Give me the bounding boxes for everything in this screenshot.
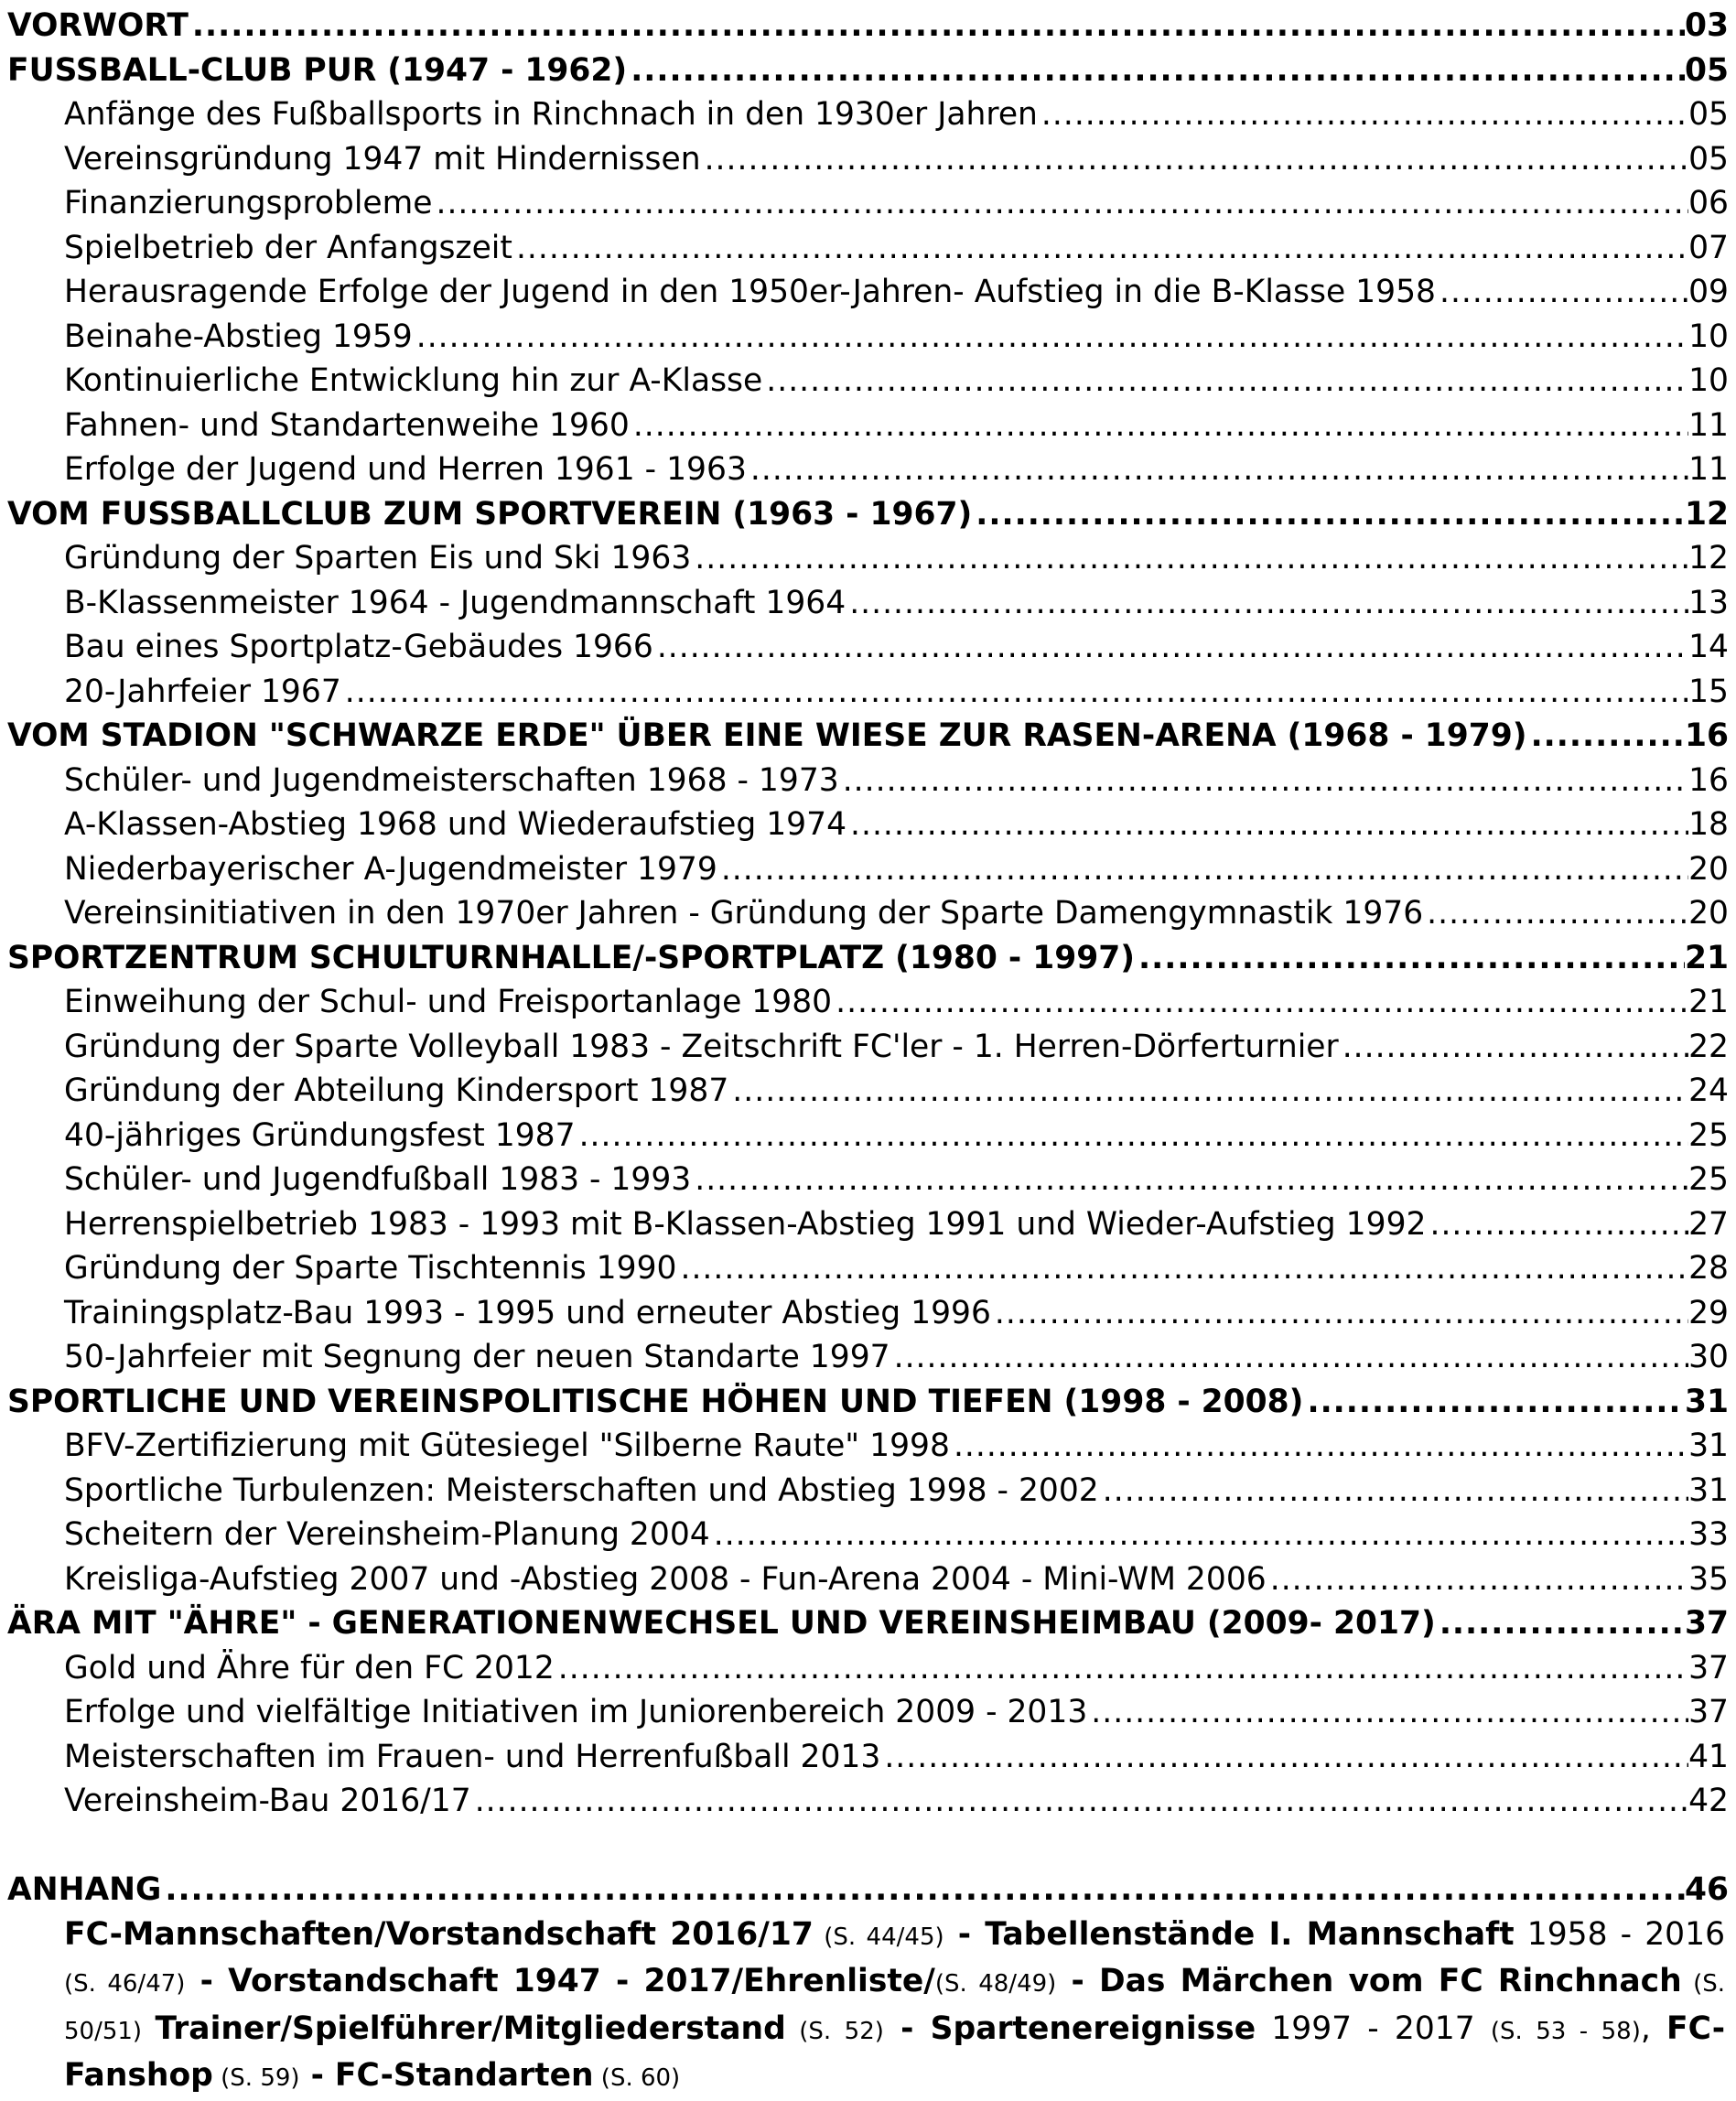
toc-entry-title: Meisterschaften im Frauen- und Herrenfußball 2013	[64, 1738, 881, 1775]
dot-leader	[691, 1158, 1688, 1202]
toc-entry-title: Erfolge und vielfältige Initiativen im Juniorenbereich 2009 - 2013	[64, 1694, 1088, 1730]
toc-entry-page: 15	[1688, 673, 1729, 710]
toc-entry-page: 12	[1688, 540, 1729, 576]
toc-heading[interactable]	[7, 936, 1729, 981]
toc-entry[interactable]	[7, 1646, 1729, 1691]
anhang-segment: FC-Standarten	[334, 2057, 594, 2094]
toc-entry[interactable]	[7, 359, 1729, 404]
toc-entry-page: 09	[1688, 274, 1729, 310]
toc-heading-anhang[interactable]	[7, 1868, 1729, 1912]
toc-entry-title: Gold und Ähre für den FC 2012	[64, 1649, 555, 1686]
toc-entry-title: Herausragende Erfolge der Jugend in den 1950er-Jahren- Aufstieg in die B-Klasse 1958	[64, 274, 1436, 310]
toc-entry-title: Kontinuierliche Entwicklung hin zur A-Klasse	[64, 362, 763, 399]
toc-entry-title: Bau eines Sportplatz-Gebäudes 1966	[64, 629, 653, 665]
dot-leader	[991, 1291, 1688, 1336]
toc-entry[interactable]	[7, 137, 1729, 182]
toc-entry-title: VOM STADION "SCHWARZE ERDE" ÜBER EINE WIESE ZUR RASEN-ARENA (1968 - 1979)	[7, 717, 1527, 754]
toc-entry-title: Beinahe-Abstieg 1959	[64, 318, 413, 355]
toc-entry-title: B-Klassenmeister 1964 - Jugendmannschaft 1964	[64, 584, 846, 621]
toc-entry-title: VOM FUSSBALLCLUB ZUM SPORTVEREIN (1963 - 1967)	[7, 495, 973, 533]
toc-entry-page: 31	[1688, 1428, 1729, 1464]
toc-entry[interactable]	[7, 181, 1729, 226]
toc-entry[interactable]	[7, 1025, 1729, 1070]
toc-entry[interactable]	[7, 226, 1729, 271]
toc-entry[interactable]	[7, 270, 1729, 315]
toc-entry[interactable]	[7, 759, 1729, 803]
toc-entry-title: Gründung der Sparten Eis und Ski 1963	[64, 540, 692, 576]
anhang-segment: (S. 44/45)	[813, 1923, 944, 1951]
toc-heading[interactable]	[7, 714, 1729, 759]
toc-entry-page: 11	[1688, 451, 1729, 488]
dot-leader	[710, 1513, 1688, 1557]
toc-entry-title: Sportliche Turbulenzen: Meisterschaften und Abstieg 1998 - 2002	[64, 1471, 1099, 1509]
toc-entry-title: Erfolge der Jugend und Herren 1961 - 1963	[64, 451, 747, 488]
dot-leader	[890, 1335, 1688, 1380]
toc-entry[interactable]	[7, 847, 1729, 892]
toc-entry-page: 14	[1688, 629, 1729, 665]
dot-leader	[189, 4, 1685, 48]
toc-entry[interactable]	[7, 92, 1729, 137]
toc-entry-page: 30	[1688, 1339, 1729, 1375]
anhang-segment: (S. 60)	[593, 2064, 681, 2092]
toc-entry-page: 29	[1688, 1294, 1729, 1331]
toc-entry-page: 10	[1688, 362, 1729, 399]
anhang-segment: FC-Fanshop	[64, 2009, 1726, 2094]
toc-entry-title: Schüler- und Jugendmeisterschaften 1968 - 1973	[64, 761, 839, 799]
dot-leader	[1436, 270, 1688, 315]
toc-entry-title: 50-Jahrfeier mit Segnung der neuen Standarte 1997	[64, 1339, 890, 1375]
dot-leader	[676, 1246, 1688, 1291]
toc-entry-title: Einweihung der Schul- und Freisportanlage 1980	[64, 984, 833, 1020]
toc-entry-title: ÄRA MIT "ÄHRE" - GENERATIONENWECHSEL UND VEREINSHEIMBAU (2009- 2017)	[7, 1605, 1436, 1642]
toc-entry-title: Vereinsinitiativen in den 1970er Jahren - Gründung der Sparte Damengymnastik 1976	[64, 895, 1424, 932]
toc-entry[interactable]	[7, 1424, 1729, 1469]
toc-entry-page: 12	[1684, 495, 1729, 533]
toc-entry-page: 31	[1684, 1383, 1729, 1420]
anhang-segment: Das Märchen vom FC Rinchnach	[1099, 1963, 1682, 1999]
dot-leader	[555, 1646, 1688, 1691]
dot-leader	[1038, 92, 1688, 137]
toc-entry-page: 20	[1688, 850, 1729, 888]
anhang-segment: -	[943, 1915, 986, 1953]
toc-heading[interactable]	[7, 1380, 1729, 1425]
toc-entry[interactable]	[7, 803, 1729, 847]
toc-entry-title: Herrenspielbetrieb 1983 - 1993 mit B-Klassen-Abstieg 1991 und Wieder-Aufstieg 1992	[64, 1205, 1427, 1243]
toc-entry-title: Gründung der Sparte Volleyball 1983 - Zeitschrift FC'ler - 1. Herren-Dörferturnier	[64, 1028, 1339, 1065]
toc-spacer	[7, 1824, 1729, 1869]
toc-entry[interactable]	[7, 980, 1729, 1025]
toc-entry[interactable]	[7, 1735, 1729, 1780]
toc-entry[interactable]	[7, 1335, 1729, 1380]
dot-leader	[717, 847, 1688, 892]
dot-leader	[972, 492, 1685, 537]
dot-leader	[1527, 714, 1685, 759]
dot-leader	[691, 536, 1688, 581]
dot-leader	[1303, 1380, 1685, 1425]
toc-entry[interactable]	[7, 404, 1729, 448]
anhang-segment: -	[1056, 1963, 1100, 1999]
toc-entry-page: 27	[1688, 1205, 1729, 1243]
toc-entry-title: SPORTLICHE UND VEREINSPOLITISCHE HÖHEN UND TIEFEN (1998 - 2008)	[7, 1383, 1304, 1420]
dot-leader	[512, 226, 1688, 271]
anhang-segment: (S. 53 - 58)	[1490, 2017, 1641, 2045]
anhang-section	[7, 1868, 1729, 2101]
dot-leader	[832, 980, 1688, 1025]
dot-leader	[1436, 1601, 1685, 1646]
toc-entry-page: 37	[1684, 1605, 1729, 1642]
dot-leader	[950, 1424, 1688, 1469]
dot-leader	[1099, 1469, 1688, 1514]
toc-entry[interactable]	[7, 891, 1729, 936]
anhang-segment: FC-Mannschaften/Vorstandschaft 2016/17	[64, 1915, 814, 1953]
toc-entry[interactable]	[7, 1513, 1729, 1557]
toc-entry-page: 25	[1688, 1161, 1729, 1198]
toc-entry-title: A-Klassen-Abstieg 1968 und Wiederaufstieg 1974	[64, 806, 847, 843]
dot-leader	[471, 1779, 1688, 1824]
toc-entry-page: 21	[1684, 939, 1729, 976]
table-of-contents	[7, 4, 1729, 2101]
dot-leader	[432, 181, 1688, 226]
toc-entry-title: 20-Jahrfeier 1967	[64, 673, 341, 710]
toc-entry[interactable]	[7, 1779, 1729, 1824]
toc-entry-page: 11	[1688, 406, 1729, 444]
toc-entry[interactable]	[7, 1291, 1729, 1336]
toc-entry-page: 24	[1688, 1072, 1729, 1109]
dot-leader	[762, 359, 1688, 404]
dot-leader	[630, 404, 1688, 448]
dot-leader	[1267, 1557, 1688, 1602]
anhang-description	[7, 1912, 1729, 2101]
anhang-segment: (S. 59)	[212, 2064, 300, 2092]
toc-entry-page: 05	[1688, 140, 1729, 178]
toc-entry-page: 18	[1688, 806, 1729, 843]
dot-leader	[846, 581, 1688, 626]
toc-entry[interactable]	[7, 1557, 1729, 1602]
toc-entry-title: 40-jähriges Gründungsfest 1987	[64, 1116, 576, 1154]
toc-entry-page: 46	[1684, 1871, 1729, 1908]
dot-leader	[701, 137, 1689, 182]
toc-entry[interactable]	[7, 670, 1729, 715]
toc-entry-title: FUSSBALL-CLUB PUR (1947 - 1962)	[7, 51, 628, 89]
toc-entry-page: 06	[1688, 185, 1729, 221]
toc-entry-page: 33	[1688, 1516, 1729, 1553]
toc-entry-title: Niederbayerischer A-Jugendmeister 1979	[64, 850, 717, 888]
toc-entry-page: 20	[1688, 895, 1729, 932]
toc-entry-title: Kreisliga-Aufstieg 2007 und -Abstieg 2008 - Fun-Arena 2004 - Mini-WM 2006	[64, 1560, 1267, 1598]
anhang-segment: -	[883, 2009, 931, 2047]
toc-entry[interactable]	[7, 1469, 1729, 1514]
toc-entry-page: 16	[1688, 761, 1729, 799]
anhang-segment: (S. 46/47)	[64, 1970, 186, 1998]
dot-leader	[341, 670, 1688, 715]
toc-entry-page: 13	[1688, 584, 1729, 621]
toc-entry[interactable]	[7, 581, 1729, 626]
toc-entry-page: 41	[1688, 1738, 1729, 1775]
toc-entry[interactable]	[7, 315, 1729, 360]
anhang-segment: ,	[1640, 2009, 1667, 2047]
dot-leader	[627, 48, 1685, 93]
toc-entry-page: 37	[1688, 1649, 1729, 1686]
anhang-segment: (S. 52)	[785, 2017, 884, 2045]
toc-entry-title: VORWORT	[7, 7, 189, 44]
anhang-segment: Tabellenstände I. Mannschaft	[985, 1915, 1515, 1953]
toc-entry-page: 05	[1684, 51, 1729, 89]
anhang-segment: Trainer/Spielführer/Mitgliederstand	[155, 2009, 786, 2047]
dot-leader	[1423, 891, 1688, 936]
toc-entry-page: 42	[1688, 1783, 1729, 1819]
toc-entry[interactable]	[7, 1069, 1729, 1114]
toc-entry-title: Vereinsgründung 1947 mit Hindernissen	[64, 140, 701, 178]
toc-entry[interactable]	[7, 1690, 1729, 1735]
anhang-segment: 1958 - 2016	[1514, 1915, 1726, 1953]
toc-entry[interactable]	[7, 447, 1729, 492]
dot-leader	[728, 1069, 1688, 1114]
toc-entry-title: ANHANG	[7, 1871, 162, 1908]
toc-entry-page: 31	[1688, 1471, 1729, 1509]
toc-entry-page: 21	[1688, 984, 1729, 1020]
toc-entry-page: 16	[1684, 717, 1729, 754]
toc-entry-title: BFV-Zertifizierung mit Gütesiegel "Silberne Raute" 1998	[64, 1428, 950, 1464]
toc-entry-title: SPORTZENTRUM SCHULTURNHALLE/-SPORTPLATZ (1980 - 1997)	[7, 939, 1136, 976]
toc-entry-title: Gründung der Abteilung Kindersport 1987	[64, 1072, 729, 1109]
toc-heading[interactable]	[7, 1601, 1729, 1646]
anhang-segment: 1997 - 2017	[1256, 2009, 1491, 2047]
dot-leader	[1135, 936, 1685, 981]
toc-entry-page: 25	[1688, 1116, 1729, 1154]
anhang-segment: -	[299, 2057, 335, 2094]
toc-heading[interactable]	[7, 492, 1729, 537]
toc-entry-page: 28	[1688, 1250, 1729, 1287]
dot-leader	[1087, 1690, 1688, 1735]
toc-entry-title: Schüler- und Jugendfußball 1983 - 1993	[64, 1161, 692, 1198]
anhang-segment: -	[185, 1963, 229, 1999]
toc-entry-title: Fahnen- und Standartenweihe 1960	[64, 406, 630, 444]
dot-leader	[653, 625, 1688, 670]
toc-entry-page: 35	[1688, 1560, 1729, 1598]
toc-entry-page: 22	[1688, 1028, 1729, 1065]
toc-entry[interactable]	[7, 1202, 1729, 1247]
anhang-segment: Spartenereignisse	[930, 2009, 1256, 2047]
toc-entry-page: 07	[1688, 229, 1729, 266]
dot-leader	[846, 803, 1688, 847]
dot-leader	[839, 759, 1688, 803]
dot-leader	[161, 1868, 1685, 1912]
toc-entry-title: Scheitern der Vereinsheim-Planung 2004	[64, 1516, 710, 1553]
toc-entry-title: Vereinsheim-Bau 2016/17	[64, 1783, 471, 1819]
toc-entry[interactable]	[7, 1114, 1729, 1158]
anhang-segment: Vorstandschaft 1947 - 2017/Ehrenliste/	[228, 1963, 935, 1999]
anhang-segment: (S. 48/49)	[934, 1970, 1057, 1998]
toc-entry-page: 10	[1688, 318, 1729, 355]
toc-entry-title: Trainingsplatz-Bau 1993 - 1995 und erneuter Abstieg 1996	[64, 1294, 991, 1331]
toc-entry-page: 37	[1688, 1694, 1729, 1730]
toc-entry-title: Finanzierungsprobleme	[64, 185, 433, 221]
toc-entry-title: Anfänge des Fußballsports in Rinchnach in den 1930er Jahren	[64, 96, 1038, 133]
dot-leader	[747, 447, 1688, 492]
toc-entry-page: 05	[1688, 96, 1729, 133]
toc-entry-title: Spielbetrieb der Anfangszeit	[64, 229, 512, 266]
toc-heading[interactable]	[7, 4, 1729, 48]
toc-entry[interactable]	[7, 536, 1729, 581]
toc-list	[7, 4, 1729, 1824]
toc-entry-title: Gründung der Sparte Tischtennis 1990	[64, 1250, 677, 1287]
dot-leader	[1426, 1202, 1688, 1247]
dot-leader	[576, 1114, 1689, 1158]
toc-entry-page: 03	[1684, 7, 1729, 44]
toc-entry[interactable]	[7, 625, 1729, 670]
toc-heading[interactable]	[7, 48, 1729, 93]
toc-entry[interactable]	[7, 1246, 1729, 1291]
dot-leader	[1339, 1025, 1688, 1070]
toc-entry[interactable]	[7, 1158, 1729, 1202]
dot-leader	[880, 1735, 1688, 1780]
anhang-segment: (S. 50/51)	[64, 1970, 1726, 2045]
dot-leader	[413, 315, 1688, 360]
